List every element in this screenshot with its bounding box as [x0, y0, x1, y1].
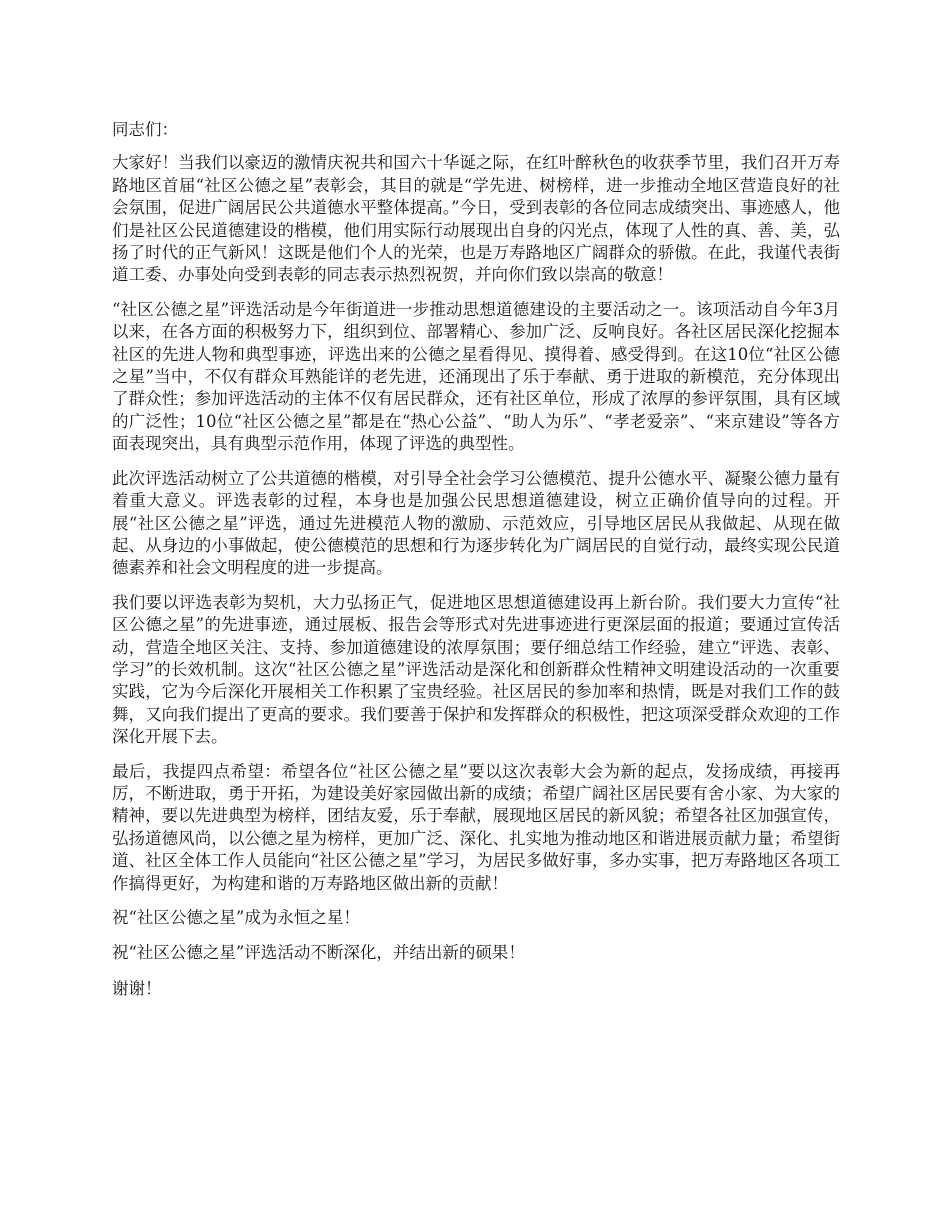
salutation: 同志们：: [112, 120, 178, 139]
paragraph-significance: 此次评选活动树立了公共道德的楷模，对引导全社会学习公德模范、提升公德水平、凝聚公德力量有着重大意义。评选表彰的过程，本身也是加强公民思想道德建设，树立正确价值导向的过程。开展“社区公德之星”评选，通过先进模范人物的激励、示范效应，引导地区居民从我做起、从现在做起、从身边的小事做起，使公德模范的思想和行为逐步转化为广阔居民的自觉行动，最终实现公民道德素养和社会文明程度的进一步提高。: [112, 468, 840, 578]
paragraph-hopes: 最后，我提四点希望：希望各位“社区公德之星”要以这次表彰大会为新的起点，发扬成绩，再接再厉，不断进取，勇于开拓，为建设美好家园做出新的成绩；希望广阔社区居民要有舍小家、为大家的精神，要以先进典型为榜样，团结友爱，乐于奉献，展现地区居民的新风貌；希望各社区加强宣传，弘扬道德风尚，以公德之星为榜样，更加广泛、深化、扎实地为推动地区和谐进展贡献力量；希望街道、社区全体工作人员能向“社区公德之星”学习，为居民多做好事，多办实事，把万寿路地区各项工作搞得更好，为构建和谐的万寿路地区做出新的贡献！: [112, 761, 840, 893]
document-body: [112, 119, 840, 1012]
paragraph-opening: 大家好！当我们以豪迈的激情庆祝共和国六十华诞之际，在红叶醉秋色的收获季节里，我们召开万寿路地区首届“社区公德之星”表彰会，其目的就是“学先进、树榜样，进一步推动全地区营造良好的社会氛围，促进广阔居民公共道德水平整体提高。”今日，受到表彰的各位同志成绩突出、事迹感人，他们是社区公民道德建设的楷模，他们用实际行动展现出自身的闪光点，体现了人性的真、善、美，弘扬了时代的正气新风！这既是他们个人的光荣，也是万寿路地区广阔群众的骄傲。在此，我谨代表街道工委、办事处向受到表彰的同志表示热烈祝贺，并向你们致以崇高的敬意！: [112, 153, 840, 285]
wish-line: 祝“社区公德之星”评选活动不断深化，并结出新的硕果！: [112, 943, 525, 963]
paragraph-activity-overview: “社区公德之星”评选活动是今年街道进一步推动思想道德建设的主要活动之一。该项活动自今年3月以来，在各方面的积极努力下，组织到位、部署精心、参加广泛、反响良好。各社区居民深化挖掘本社区的先进人物和典型事迹，评选出来的公德之星看得见、摸得着、感受得到。在这10位“社区公德之星”当中，不仅有群众耳熟能详的老先进，还涌现出了乐于奉献、勇于进取的新模范，充分体现出了群众性；参加评选活动的主体不仅有居民群众，还有社区单位，形成了浓厚的参评氛围，具有区域的广泛性；10位“社区公德之星”都是在“热心公益”、“助人为乐”、“孝老爱亲”、“来京建设”等各方面表现突出，具有典型示范作用，体现了评选的典型性。: [112, 299, 840, 454]
wish-line: 祝“社区公德之星”成为永恒之星！: [112, 908, 360, 927]
closing-thanks: 谢谢！: [112, 978, 162, 998]
paragraph-next-steps: 我们要以评选表彰为契机，大力弘扬正气，促进地区思想道德建设再上新台阶。我们要大力宣传“社区公德之星”的先进事迹，通过展板、报告会等形式对先进事迹进行更深层面的报道；要通过宣传活动，营造全地区关注、支持、参加道德建设的浓厚氛围；要仔细总结工作经验，建立“评选、表彰、学习”的长效机制。这次“社区公德之星”评选活动是深化和创新群众性精神文明建设活动的一次重要实践，它为今后深化开展相关工作积累了宝贵经验。社区居民的参加率和热情，既是对我们工作的鼓舞，又向我们提出了更高的要求。我们要善于保护和发挥群众的积极性，把这项深受群众欢迎的工作深化开展下去。: [112, 592, 840, 747]
